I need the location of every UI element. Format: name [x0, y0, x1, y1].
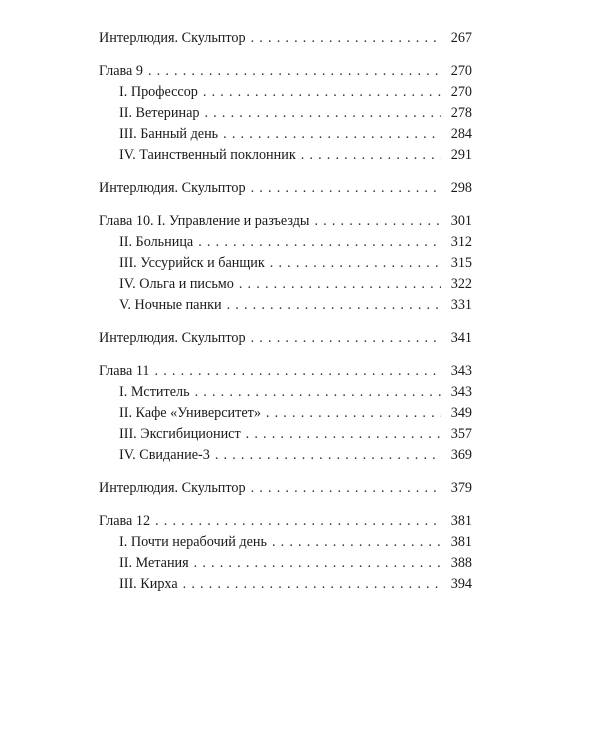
toc-entry-page: 315 — [450, 255, 472, 271]
dot-leader — [183, 574, 441, 595]
toc-entry-label: Интерлюдия. Скульптор — [99, 330, 246, 346]
toc-entry-page: 322 — [450, 276, 472, 292]
toc-entry-label: I. Мститель — [119, 384, 190, 400]
toc-entry-chapter — [99, 511, 472, 532]
dot-leader — [195, 382, 441, 403]
toc-entry-section — [99, 382, 472, 403]
toc-entry-label: Интерлюдия. Скульптор — [99, 180, 246, 196]
dot-leader — [215, 445, 441, 466]
toc-entry-label: III. Банный день — [119, 126, 219, 142]
dot-leader — [148, 61, 441, 82]
toc-entry-section — [99, 103, 472, 124]
toc-entry-page: 312 — [450, 234, 472, 250]
toc-entry-label: Интерлюдия. Скульптор — [99, 30, 246, 46]
dot-leader — [301, 145, 441, 166]
dot-leader — [246, 424, 441, 445]
toc-entry-page: 270 — [450, 63, 472, 79]
toc-entry-section — [99, 145, 472, 166]
toc-entry-chapter — [99, 211, 472, 232]
toc-entry-section — [99, 445, 472, 466]
dot-leader — [251, 328, 441, 349]
dot-leader — [251, 28, 441, 49]
toc-entry-section — [99, 295, 472, 316]
toc-entry-interlude — [99, 28, 472, 49]
toc-entry-label: IV. Таинственный поклонник — [119, 147, 296, 163]
dot-leader — [251, 178, 441, 199]
toc-entry-page: 341 — [450, 330, 472, 346]
dot-leader — [272, 532, 441, 553]
toc-entry-page: 369 — [450, 447, 472, 463]
toc-entry-page: 331 — [450, 297, 472, 313]
toc-entry-page: 291 — [450, 147, 472, 163]
toc-entry-label: V. Ночные панки — [119, 297, 222, 313]
toc-entry-page: 349 — [450, 405, 472, 421]
toc-entry-label: III. Уссурийск и банщик — [119, 255, 265, 271]
toc-entry-section — [99, 274, 472, 295]
toc-entry-label: II. Ветеринар — [119, 105, 200, 121]
dot-leader — [155, 361, 441, 382]
dot-leader — [266, 403, 441, 424]
toc-entry-page: 343 — [450, 384, 472, 400]
toc-entry-label: IV. Свидание-3 — [119, 447, 210, 463]
toc-entry-label: II. Больница — [119, 234, 194, 250]
toc-entry-interlude — [99, 178, 472, 199]
toc-entry-chapter — [99, 61, 472, 82]
dot-leader — [223, 124, 441, 145]
toc-entry-label: III. Эксгибиционист — [119, 426, 241, 442]
dot-leader — [270, 253, 441, 274]
dot-leader — [251, 478, 441, 499]
toc-entry-label: Глава 12 — [99, 513, 151, 529]
toc-entry-page: 379 — [450, 480, 472, 496]
dot-leader — [198, 232, 441, 253]
toc-entry-section — [99, 532, 472, 553]
toc-entry-page: 381 — [450, 534, 472, 550]
toc-entry-label: II. Кафе «Университет» — [119, 405, 261, 421]
dot-leader — [203, 82, 441, 103]
toc-entry-label: Глава 9 — [99, 63, 143, 79]
toc-entry-interlude — [99, 478, 472, 499]
toc-entry-page: 388 — [450, 555, 472, 571]
toc-entry-page: 301 — [450, 213, 472, 229]
toc-entry-chapter — [99, 361, 472, 382]
toc-entry-page: 284 — [450, 126, 472, 142]
toc-entry-label: Глава 10. I. Управление и разъезды — [99, 213, 310, 229]
toc-entry-label: I. Профессор — [119, 84, 198, 100]
toc-entry-label: III. Кирха — [119, 576, 178, 592]
toc-entry-interlude — [99, 328, 472, 349]
toc-entry-label: Глава 11 — [99, 363, 150, 379]
toc-entry-page: 357 — [450, 426, 472, 442]
dot-leader — [194, 553, 441, 574]
toc-entry-label: IV. Ольга и письмо — [119, 276, 234, 292]
toc-entry-section — [99, 403, 472, 424]
toc-entry-section — [99, 574, 472, 595]
table-of-contents — [99, 28, 472, 595]
toc-entry-section — [99, 124, 472, 145]
toc-entry-page: 394 — [450, 576, 472, 592]
dot-leader — [155, 511, 441, 532]
toc-entry-label: Интерлюдия. Скульптор — [99, 480, 246, 496]
toc-entry-page: 278 — [450, 105, 472, 121]
toc-entry-section — [99, 424, 472, 445]
toc-entry-page: 298 — [450, 180, 472, 196]
toc-entry-section — [99, 553, 472, 574]
toc-entry-label: II. Метания — [119, 555, 189, 571]
dot-leader — [204, 103, 441, 124]
dot-leader — [227, 295, 441, 316]
toc-entry-section — [99, 232, 472, 253]
dot-leader — [239, 274, 441, 295]
toc-entry-page: 270 — [450, 84, 472, 100]
toc-entry-page: 343 — [450, 363, 472, 379]
toc-entry-label: I. Почти нерабочий день — [119, 534, 267, 550]
dot-leader — [314, 211, 441, 232]
toc-entry-page: 267 — [450, 30, 472, 46]
toc-entry-page: 381 — [450, 513, 472, 529]
toc-entry-section — [99, 253, 472, 274]
toc-entry-section — [99, 82, 472, 103]
